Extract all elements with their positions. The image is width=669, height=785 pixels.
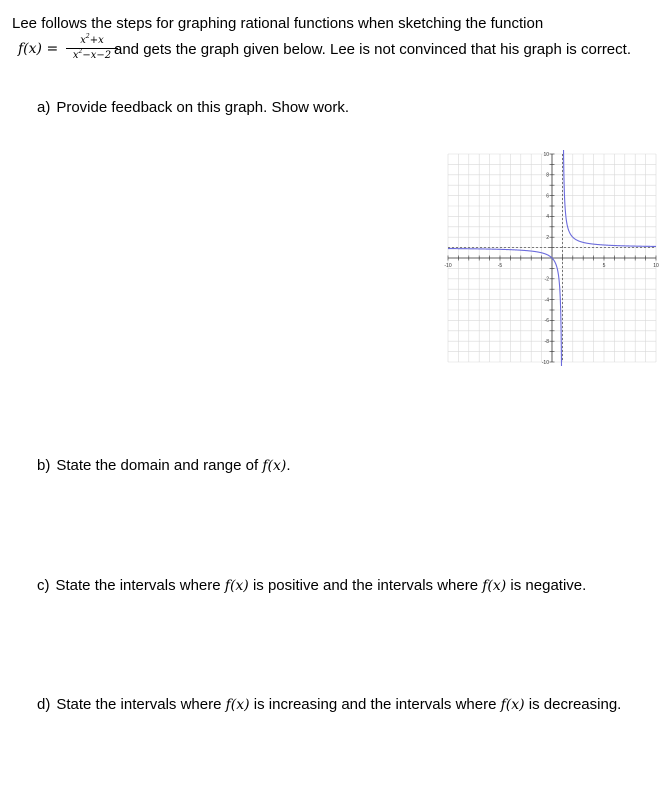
question-tail: is positive and the intervals where bbox=[248, 577, 483, 594]
question-math: f(x) bbox=[225, 697, 250, 713]
question-tail: . bbox=[286, 457, 291, 474]
question-tail: is increasing and the intervals where bbox=[249, 696, 501, 713]
y-tick-label: 6 bbox=[546, 193, 549, 200]
function-graph bbox=[444, 150, 660, 366]
numerator-exponent: 2 bbox=[85, 33, 90, 40]
question-math: f(x) bbox=[262, 458, 287, 474]
numerator-base: x bbox=[80, 35, 86, 46]
function-definition bbox=[14, 34, 654, 66]
question-text: Provide feedback on this graph. Show work. bbox=[56, 99, 350, 116]
x-tick-label: -10 bbox=[444, 263, 452, 269]
question-letter: b) bbox=[37, 457, 51, 474]
fraction-bar bbox=[66, 48, 118, 49]
denominator-base: x bbox=[72, 50, 79, 61]
question-tail-2: is negative. bbox=[506, 577, 587, 594]
question-a bbox=[37, 99, 349, 116]
y-tick-label: -10 bbox=[541, 359, 549, 366]
x-tick-label: 5 bbox=[602, 263, 606, 269]
question-math-2: f(x) bbox=[482, 578, 507, 594]
fraction-denominator bbox=[64, 50, 120, 61]
curve-left-branch bbox=[448, 249, 562, 366]
question-text: State the domain and range of bbox=[56, 457, 263, 474]
intro-line-2: and gets the graph given below. Lee is not convinced that his graph is correct. bbox=[114, 41, 631, 58]
y-tick-label: 4 bbox=[546, 214, 549, 221]
question-c bbox=[37, 577, 586, 594]
function-fraction bbox=[64, 34, 120, 66]
question-b bbox=[37, 457, 291, 474]
question-d bbox=[37, 696, 621, 713]
intro-line-1: Lee follows the steps for graphing rational functions when sketching the function bbox=[12, 15, 544, 32]
question-math-2: f(x) bbox=[500, 697, 525, 713]
y-tick-label: 8 bbox=[546, 172, 549, 179]
question-tail-2: is decreasing. bbox=[524, 696, 622, 713]
y-tick-label: -8 bbox=[544, 339, 549, 345]
question-text: State the intervals where bbox=[56, 696, 226, 713]
denominator-rest: −x−2 bbox=[82, 50, 112, 61]
y-tick-label: 10 bbox=[543, 151, 549, 158]
y-tick-label: 2 bbox=[546, 235, 549, 241]
question-letter: a) bbox=[37, 99, 51, 116]
y-tick-label: -2 bbox=[544, 276, 549, 283]
numerator-rest: +x bbox=[89, 35, 104, 46]
question-math: f(x) bbox=[224, 578, 249, 594]
question-letter: c) bbox=[37, 577, 50, 594]
y-tick-label: -6 bbox=[544, 318, 549, 325]
fraction-numerator bbox=[64, 35, 120, 46]
question-letter: d) bbox=[37, 696, 51, 713]
denominator-exponent: 2 bbox=[78, 48, 83, 55]
x-tick-label: -5 bbox=[497, 263, 503, 269]
function-label: f(x) = bbox=[18, 41, 59, 57]
x-tick-label: 10 bbox=[653, 263, 659, 269]
y-tick-label: -4 bbox=[544, 297, 549, 304]
question-text: State the intervals where bbox=[55, 577, 225, 594]
